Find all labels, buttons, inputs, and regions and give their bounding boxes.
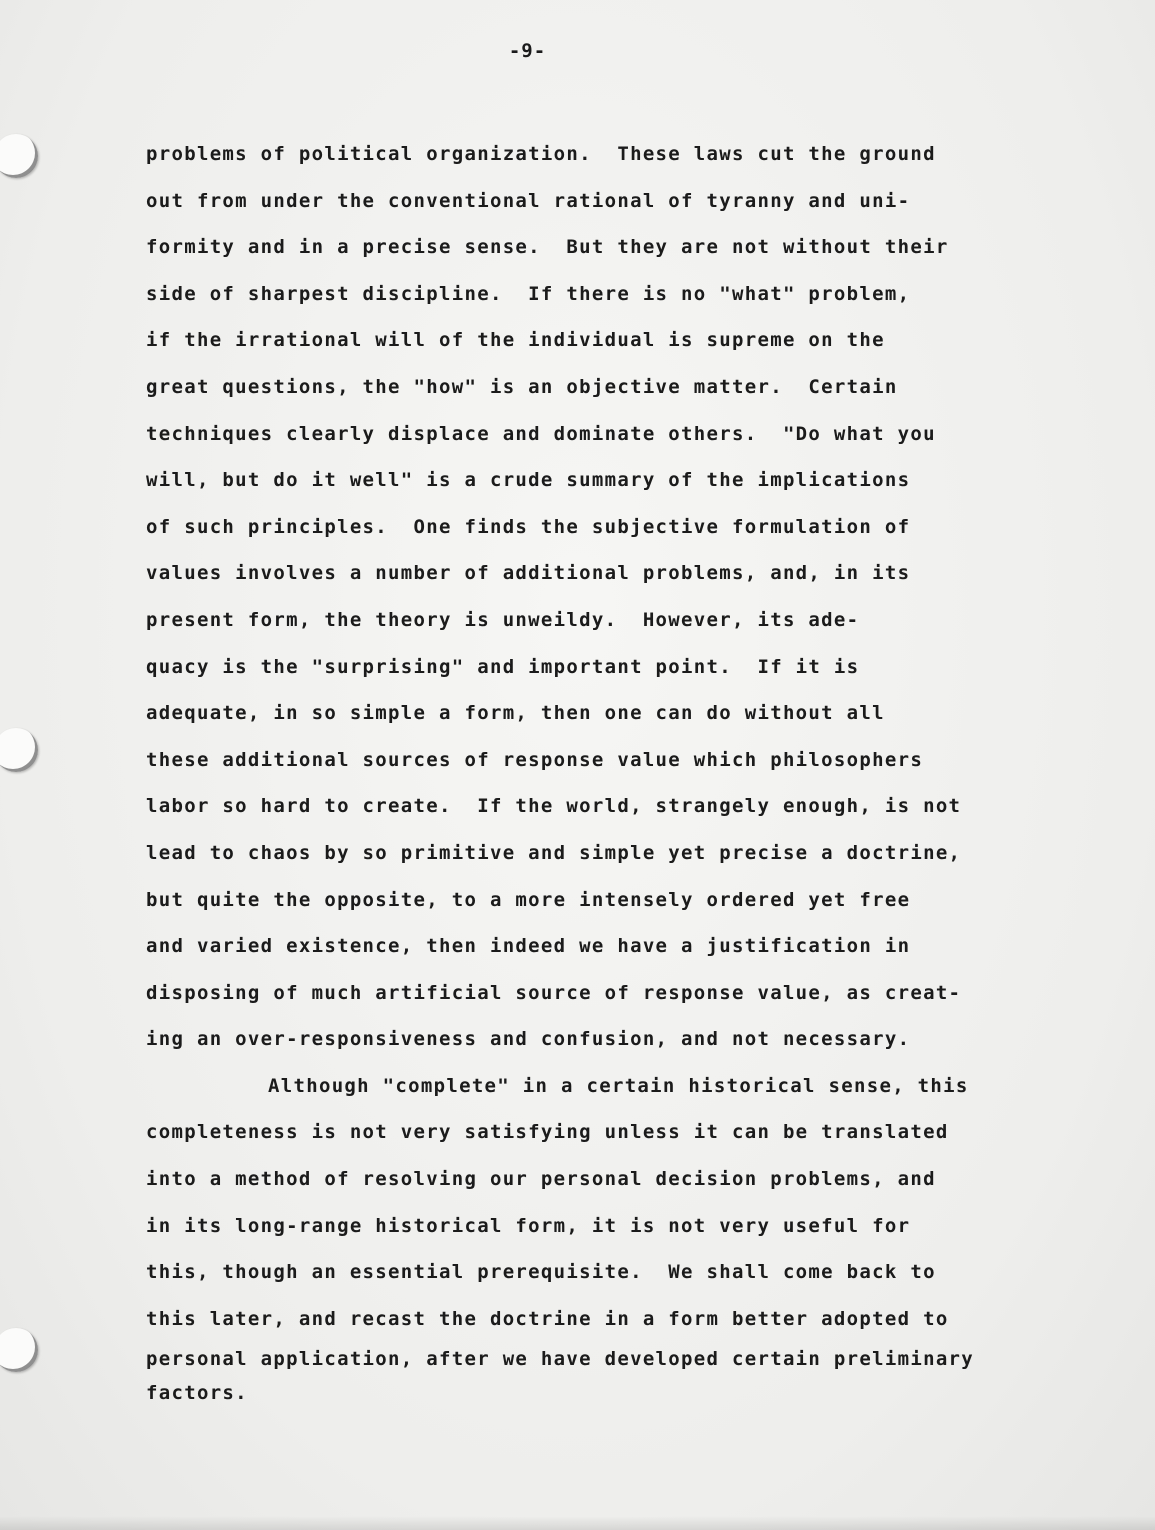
text-line: techniques clearly displace and dominate others. "Do what you [146, 422, 936, 445]
paragraph-start-line: Although "complete" in a certain historical sense, this [268, 1074, 969, 1097]
text-line: ing an over-responsiveness and confusion, and not necessary. [146, 1028, 911, 1051]
text-line: completeness is not very satisfying unless it can be translated [146, 1121, 949, 1144]
punch-hole [0, 134, 38, 178]
text-line: quacy is the "surprising" and important point. If it is [146, 655, 860, 678]
text-line: will, but do it well" is a crude summary of the implications [146, 469, 911, 492]
text-line: of such principles. One finds the subjective formulation of [146, 515, 911, 538]
text-line: and varied existence, then indeed we have a justification in [146, 935, 911, 958]
body-text [146, 131, 1076, 1410]
text-line: adequate, in so simple a form, then one can do without all [146, 702, 885, 725]
page-edge-shadow [0, 1516, 1155, 1530]
text-line: lead to chaos by so primitive and simple yet precise a doctrine, [146, 841, 962, 864]
text-line: if the irrational will of the individual is supreme on the [146, 329, 885, 352]
text-line: great questions, the "how" is an objective matter. Certain [146, 375, 898, 398]
text-line: labor so hard to create. If the world, strangely enough, is not [146, 795, 962, 818]
text-line: in its long-range historical form, it is not very useful for [146, 1214, 911, 1237]
text-line: out from under the conventional rational of tyranny and uni- [146, 189, 911, 212]
text-line: values involves a number of additional problems, and, in its [146, 562, 911, 585]
punch-hole [0, 1328, 38, 1372]
text-line: factors. [146, 1382, 248, 1405]
text-line: into a method of resolving our personal decision problems, and [146, 1168, 936, 1191]
punch-hole [0, 728, 38, 772]
page-number: -9- [508, 40, 547, 62]
text-line: this, though an essential prerequisite. We shall come back to [146, 1261, 936, 1284]
text-line: these additional sources of response value which philosophers [146, 748, 924, 771]
text-line: formity and in a precise sense. But they are not without their [146, 236, 949, 259]
text-line: personal application, after we have developed certain preliminary [146, 1348, 975, 1371]
text-line: side of sharpest discipline. If there is no "what" problem, [146, 282, 911, 305]
text-line: present form, the theory is unweildy. However, its ade- [146, 608, 860, 631]
text-line: this later, and recast the doctrine in a form better adopted to [146, 1307, 949, 1330]
text-line: disposing of much artificial source of response value, as creat- [146, 981, 962, 1004]
text-line: problems of political organization. These laws cut the ground [146, 143, 936, 165]
text-line: but quite the opposite, to a more intensely ordered yet free [146, 888, 911, 911]
